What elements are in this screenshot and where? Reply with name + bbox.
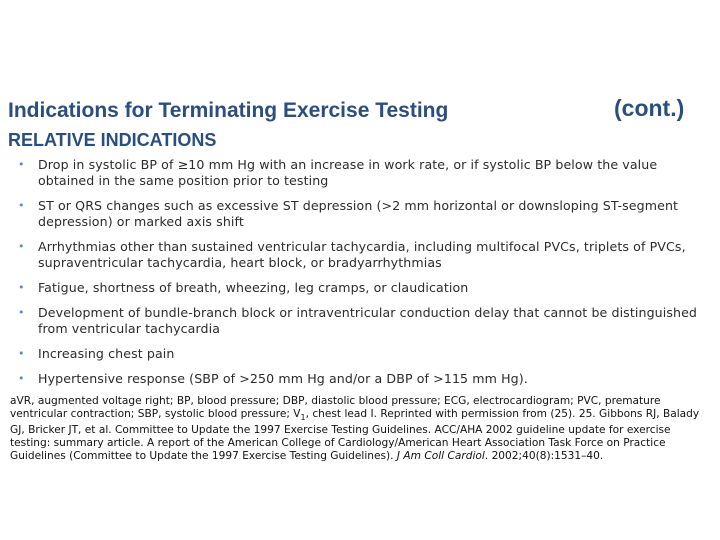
bullet-icon: •: [18, 306, 25, 319]
bullet-icon: •: [18, 158, 25, 171]
slide-title: [8, 95, 708, 123]
footnote-volume: . 2002;40(8):1531–40.: [484, 450, 604, 463]
list-item: [14, 371, 714, 387]
bullet-icon: •: [18, 240, 25, 253]
list-item-text: Drop in systolic BP of ≥10 mm Hg with an increase in work rate, or if systolic BP below the value obtained in the same position prior to testing: [38, 157, 658, 188]
slide-title-cont: (cont.): [614, 95, 685, 121]
bullet-icon: •: [18, 281, 25, 294]
bullet-icon: •: [18, 347, 25, 360]
bullet-icon: •: [18, 372, 25, 385]
list-item: [14, 280, 714, 296]
list-item-text: Fatigue, shortness of breath, wheezing, leg cramps, or claudication: [38, 280, 469, 295]
section-heading: RELATIVE INDICATIONS: [8, 130, 217, 150]
list-item-text: ST or QRS changes such as excessive ST depression (>2 mm horizontal or downsloping ST-segment depression) or marked axis shift: [38, 198, 679, 229]
list-item: [14, 198, 714, 230]
list-item-text: Hypertensive response (SBP of >250 mm Hg and/or a DBP of >115 mm Hg).: [38, 371, 528, 386]
footnote-subscript: 1: [300, 413, 306, 423]
footnote: [10, 395, 712, 463]
indications-list: [14, 157, 714, 396]
slide-title-text: Indications for Terminating Exercise Testing: [8, 99, 449, 122]
list-item-text: Increasing chest pain: [38, 346, 175, 361]
list-item: [14, 305, 714, 337]
list-item-text: Development of bundle-branch block or intraventricular conduction delay that cannot be distinguished from ventricular tachycardia: [38, 305, 698, 336]
footnote-journal: J Am Coll Cardiol: [396, 450, 485, 463]
footnote-citation: , chest lead I. Reprinted with permission from (25). 25. Gibbons RJ, Balady GJ, Bricker JT, et al. Committee to Update the 1997 Exercise Testing Guidelines. ACC/AHA 2002 guideline update for exercise testing: summary article. A report of the American College of Cardiology/American Heart Association Task Force on Practice Guidelines (Committee to Update the 1997 Exercise Testing Guidelines).: [10, 408, 700, 463]
list-item-text: Arrhythmias other than sustained ventricular tachycardia, including multifocal PVCs, triplets of PVCs, supraventricular tachycardia, heart block, or bradyarrhythmias: [38, 239, 686, 270]
footnote-abbreviations: aVR, augmented voltage right; BP, blood pressure; DBP, diastolic blood pressure; ECG, electrocardiogram; PVC, premature ventricular contraction; SBP, systolic blood pressure; V: [10, 395, 661, 420]
list-item: [14, 239, 714, 271]
list-item: [14, 157, 714, 189]
list-item: [14, 346, 714, 362]
bullet-icon: •: [18, 199, 25, 212]
